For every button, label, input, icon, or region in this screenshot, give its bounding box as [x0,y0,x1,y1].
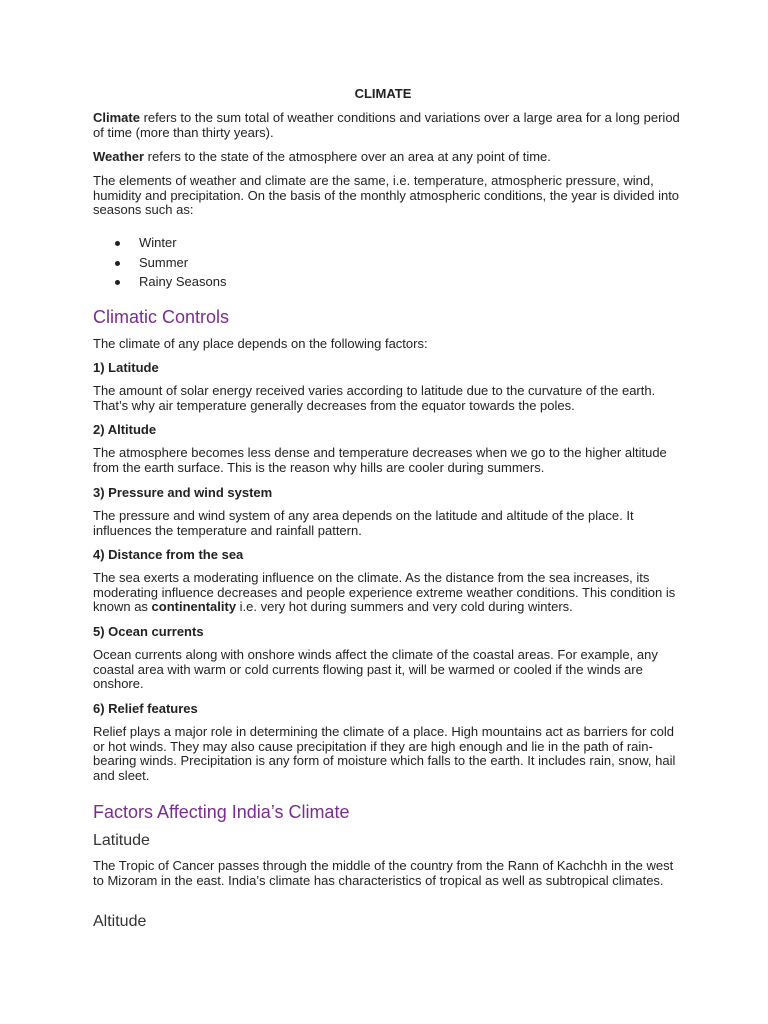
factor-text-altitude: The atmosphere becomes less dense and temperature decreases when we go to the higher altitude from the earth surface. This is the reason why hills are cooler during summers. [93,445,667,475]
factor-text-pressure: The pressure and wind system of any area depends on the latitude and altitude of the place. It influences the temperature and rainfall pattern. [93,508,634,538]
continentality-term: continentality [151,599,237,615]
altitude-subheading: Altitude [93,913,147,930]
climate-definition [93,111,683,140]
factor-title-relief: 6) Relief features [93,701,198,716]
bullet-icon [115,261,120,266]
factor-title-distance: 4) Distance from the sea [93,547,244,562]
latitude-subheading: Latitude [93,832,150,849]
list-item: Winter [93,233,393,253]
weather-term: Weather [93,149,145,164]
list-item: Summer [93,253,393,273]
seasons-list [93,233,393,292]
factor-text-ocean: Ocean currents along with onshore winds affect the climate of the coastal areas. For example, any coastal area with warm or cold currents flowing past it, will be warmed or cooled if the winds are onshore. [93,647,658,692]
india-factors-heading: Factors Affecting India’s Climate [93,802,350,822]
elements-paragraph: The elements of weather and climate are the same, i.e. temperature, atmospheric pressure, wind, humidity and precipitation. On the basis of the monthly atmospheric conditions, the year is divided into seasons such as: [93,173,680,218]
climatic-controls-heading: Climatic Controls [93,307,230,327]
bullet-icon [115,280,120,285]
climate-term: Climate [93,110,140,125]
factor-title-latitude: 1) Latitude [93,360,159,375]
weather-definition [93,150,683,165]
factor-title-altitude: 2) Altitude [93,422,157,437]
bullet-icon [115,241,120,246]
climate-definition-text: refers to the sum total of weather conditions and variations over a large area for a long period of time (more than thirty years). [93,110,680,140]
controls-lead: The climate of any place depends on the following factors: [93,336,428,351]
weather-definition-text: refers to the state of the atmosphere over an area at any point of time. [144,149,551,164]
document-title: CLIMATE [354,86,412,101]
list-item: Rainy Seasons [93,272,393,292]
factor-text-latitude: The amount of solar energy received varies according to latitude due to the curvature of the earth. That’s why air temperature generally decreases from the equator towards the poles. [93,383,656,413]
factor-text-distance: The sea exerts a moderating influence on the climate. As the distance from the sea increases, its moderating influence decreases and people experience extreme weather conditions. This condition is known as continentality i.e. very hot during summers and very cold during winters. [93,570,676,615]
factor-title-ocean: 5) Ocean currents [93,624,204,639]
factor-text-relief: Relief plays a major role in determining the climate of a place. High mountains act as barriers for cold or hot winds. They may also cause precipitation if they are high enough and lie in the path of rain-bearing winds. Precipitation is any form of moisture which falls to the earth. It includes rain, snow, hail and sleet. [93,724,676,783]
factor-title-pressure: 3) Pressure and wind system [93,485,273,500]
latitude-paragraph: The Tropic of Cancer passes through the middle of the country from the Rann of Kachchh in the west to Mizoram in the east. India’s climate has characteristics of tropical as well as subtropical climates. [93,858,674,888]
